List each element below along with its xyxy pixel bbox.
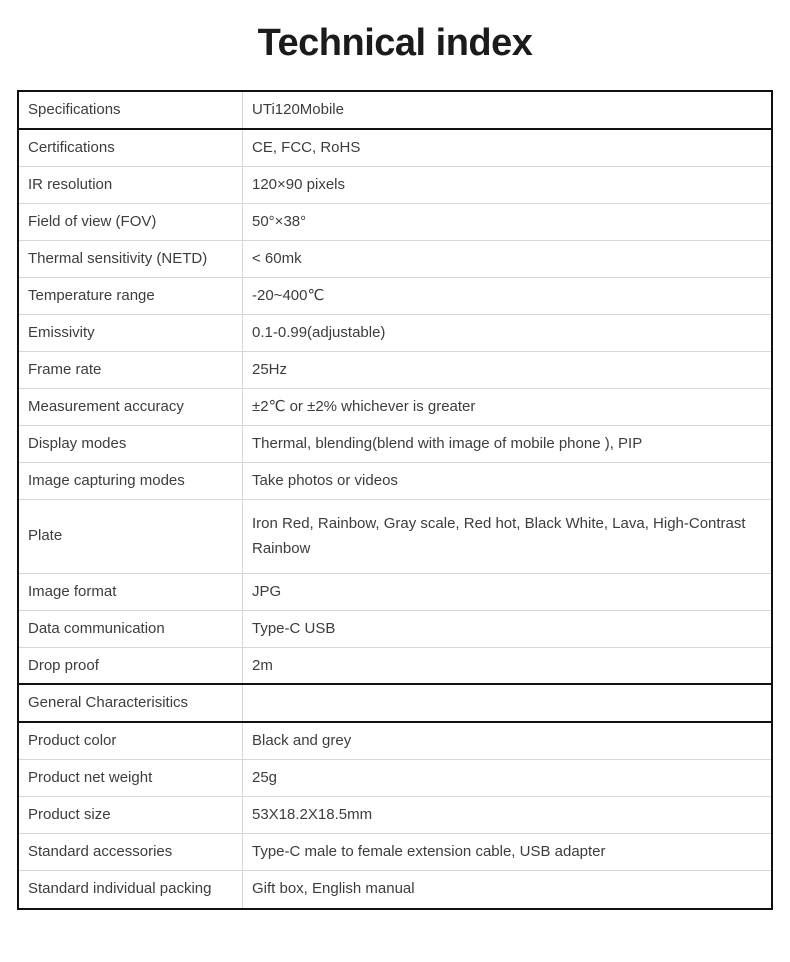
row-value: 0.1-0.99(adjustable) <box>252 323 386 341</box>
row-label: Emissivity <box>19 315 243 351</box>
row-value: 25Hz <box>252 360 288 378</box>
table-row-frame-rate <box>19 352 771 389</box>
row-label: Image capturing modes <box>19 463 243 499</box>
row-value: Black and grey <box>252 731 352 749</box>
row-value: CE, FCC, RoHS <box>252 138 361 156</box>
row-label: Product size <box>19 797 243 833</box>
table-row-image-format <box>19 574 771 611</box>
row-label: Data communication <box>19 611 243 647</box>
row-label: Standard accessories <box>19 834 243 870</box>
table-row-standard-individual-packing <box>19 871 771 908</box>
row-label: Display modes <box>19 426 243 462</box>
table-row-field-of-view <box>19 204 771 241</box>
table-row-display-modes <box>19 426 771 463</box>
page-title: Technical index <box>257 22 533 64</box>
table-row-plate <box>19 500 771 574</box>
row-label: Measurement accuracy <box>19 389 243 425</box>
row-value: 2m <box>252 656 273 674</box>
row-value: Iron Red, Rainbow, Gray scale, Red hot, Black White, Lava, High-Contrast Rainbow <box>252 514 746 557</box>
table-row-product-size <box>19 797 771 834</box>
row-value: ±2℃ or ±2% whichever is greater <box>252 397 476 415</box>
row-label: Plate <box>19 500 243 573</box>
row-label: Standard individual packing <box>19 871 243 908</box>
row-value: < 60mk <box>252 249 302 267</box>
row-value: UTi120Mobile <box>252 101 344 118</box>
row-value: Type-C USB <box>252 619 336 637</box>
row-value: 25g <box>252 768 278 786</box>
row-label: General Characterisitics <box>19 685 243 721</box>
row-value: 120×90 pixels <box>252 175 345 193</box>
row-value: 53X18.2X18.5mm <box>252 805 373 823</box>
row-label: IR resolution <box>19 167 243 203</box>
row-label: Drop proof <box>19 648 243 684</box>
table-row-certifications <box>19 130 771 167</box>
table-row-specifications <box>19 92 771 130</box>
table-row-temperature-range <box>19 278 771 315</box>
table-row-emissivity <box>19 315 771 352</box>
row-label: Certifications <box>19 130 243 166</box>
row-value: Type-C male to female extension cable, USB adapter <box>252 842 606 860</box>
row-label: Product color <box>19 723 243 759</box>
row-label: Product net weight <box>19 760 243 796</box>
table-row-standard-accessories <box>19 834 771 871</box>
row-label: Field of view (FOV) <box>19 204 243 240</box>
row-label: Frame rate <box>19 352 243 388</box>
table-row-data-communication <box>19 611 771 648</box>
row-value: Take photos or videos <box>252 471 398 489</box>
table-row-drop-proof <box>19 648 771 686</box>
row-value <box>243 685 771 721</box>
row-value: 50°×38° <box>252 212 307 230</box>
table-row-general-characteristics <box>19 685 771 723</box>
table-row-measurement-accuracy <box>19 389 771 426</box>
table-row-image-capturing-modes <box>19 463 771 500</box>
row-label: Thermal sensitivity (NETD) <box>19 241 243 277</box>
table-row-product-color <box>19 723 771 760</box>
table-row-ir-resolution <box>19 167 771 204</box>
row-label: Specifications <box>19 92 243 128</box>
row-value: JPG <box>252 582 282 600</box>
row-value: Gift box, English manual <box>252 880 415 898</box>
table-row-thermal-sensitivity <box>19 241 771 278</box>
table-row-product-net-weight <box>19 760 771 797</box>
row-label: Temperature range <box>19 278 243 314</box>
spec-table <box>17 90 773 910</box>
row-label: Image format <box>19 574 243 610</box>
row-value: -20~400℃ <box>252 286 325 304</box>
row-value: Thermal, blending(blend with image of mobile phone ), PIP <box>252 434 643 452</box>
